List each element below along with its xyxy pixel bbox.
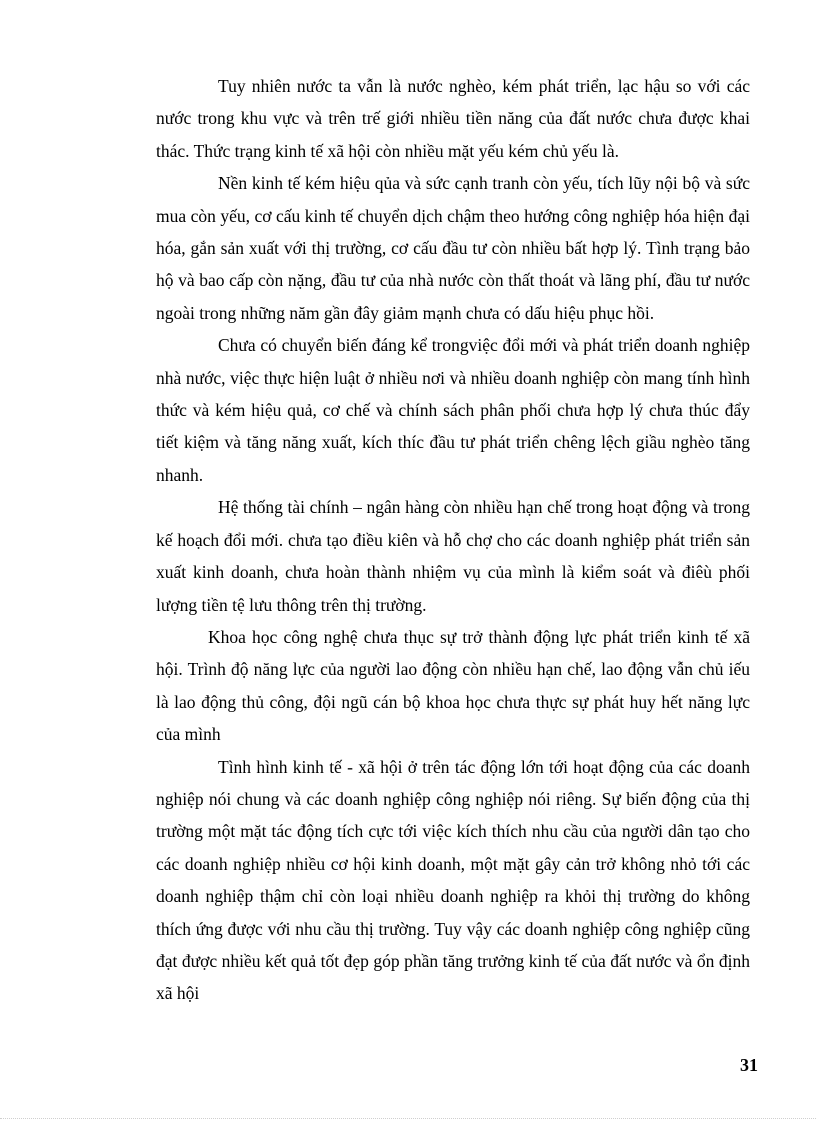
page-number: 31 <box>740 1055 758 1075</box>
paragraph-5: Khoa học công nghệ chưa thục sự trở thành động lực phát triển kinh tế xã hội. Trình độ năng lực của người lao động còn nhiều hạn chế, lao động vẫn chủ iếu là lao động thủ công, đội ngũ cán bộ khoa học chưa thực sự phát huy hết năng lực của mình <box>156 626 750 745</box>
page-bottom-divider <box>0 1118 816 1119</box>
paragraph-4: Hệ thống tài chính – ngân hàng còn nhiều hạn chế trong hoạt động và trong kế hoạch đổi mới. chưa tạo điều kiên và hỗ chợ cho các doanh nghiệp phát triển sản xuất kinh doanh, chưa hoàn thành nhiệm vụ của mình là kiểm soát và điêù phối lượng tiền tệ lưu thông trên thị trường. <box>156 497 750 615</box>
paragraph-6: Tình hình kinh tế - xã hội ở trên tác động lớn tới hoạt động của các doanh nghiệp nói chung và các doanh nghiệp công nghiệp nói riêng. Sự biến động của thị trường một mặt tác động tích cực tới việc kích thích nhu cầu của người dân tạo cho các doanh nghiệp nhiều cơ hội kinh doanh, một mặt gây cản trở không nhỏ tới các doanh nghiệp thậm chỉ còn loại nhiều doanh nghiệp ra khỏi thị trường do không thích ứng được với nhu cầu thị trường. Tuy vậy các doanh nghiệp công nghiệp cũng đạt được nhiều kết quả tốt đẹp góp phần tăng trưởng kinh tế của đất nước và ổn định xã hội <box>156 756 750 1004</box>
body-text <box>156 70 750 1010</box>
paragraph-2: Nền kinh tế kém hiệu qủa và sức cạnh tranh còn yếu, tích lũy nội bộ và sức mua còn yếu, cơ cấu kinh tế chuyển dịch chậm theo hướng công nghiệp hóa hiện đại hóa, gắn sản xuất với thị trường, cơ cấu đầu tư còn nhiều bất hợp lý. Tình trạng bảo hộ và bao cấp còn nặng, đầu tư của nhà nước còn thất thoát và lãng phí, đầu tư nước ngoài trong những năm gần đây giảm mạnh chưa có dấu hiệu phục hồi. <box>156 173 750 323</box>
paragraph-3: Chưa có chuyển biến đáng kể trongviệc đổi mới và phát triển doanh nghiệp nhà nước, việc thực hiện luật ở nhiều nơi và nhiều doanh nghiệp còn mang tính hình thức và kém hiệu quả, cơ chế và chính sách phân phối chưa hợp lý chưa thúc đẩy tiết kiệm và tăng năng xuất, kích thíc đầu tư phát triển chêng lệch giầu nghèo tăng nhanh. <box>156 335 750 485</box>
paragraph-1: Tuy nhiên nước ta vẫn là nước nghèo, kém phát triển, lạc hậu so với các nước trong khu vực và trên trế giới nhiều tiền năng của đất nước chưa được khai thác. Thức trạng kinh tế xã hội còn nhiều mặt yếu kém chủ yếu là. <box>156 76 750 161</box>
